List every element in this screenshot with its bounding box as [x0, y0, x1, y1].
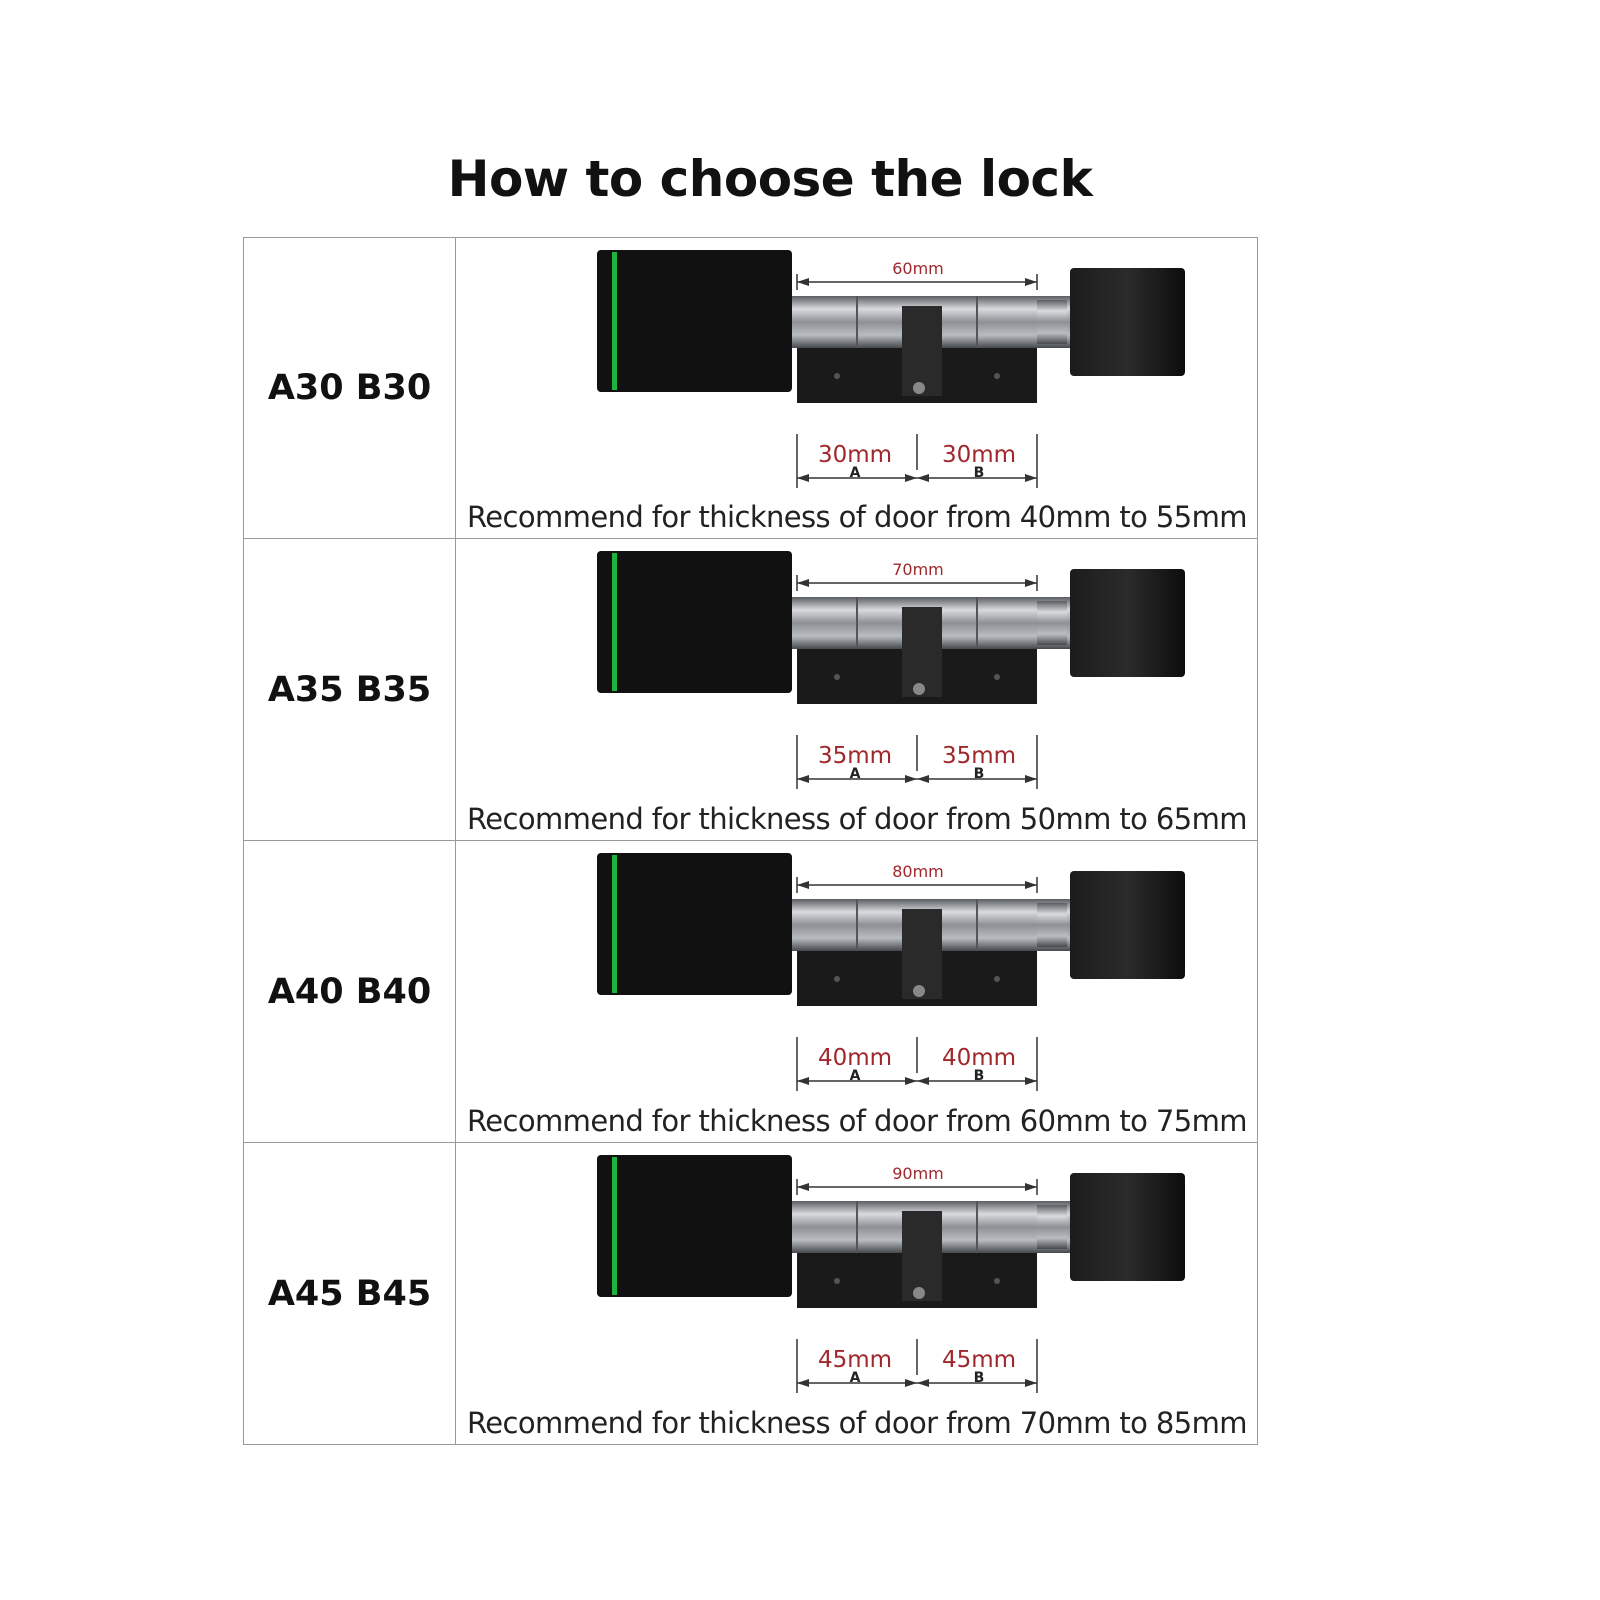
size-label: A45 B45 [267, 1273, 432, 1314]
cam [902, 1211, 942, 1301]
a-side-letter: A [849, 1068, 861, 1084]
green-led-ring [612, 252, 617, 390]
lock-size-row [243, 1143, 1258, 1445]
a-side-letter: A [849, 1370, 861, 1386]
lock-size-table [243, 237, 1258, 1445]
a-side-letter: A [849, 766, 861, 782]
b-side-letter: B [973, 1068, 985, 1084]
column-divider [455, 238, 456, 538]
smart-lock-head [597, 853, 792, 995]
b-side-letter: B [973, 766, 985, 782]
screw-hole [913, 1287, 925, 1299]
a-side-letter: A [849, 465, 861, 481]
cam [902, 909, 942, 999]
screw-hole [913, 683, 925, 695]
lock-size-row [243, 539, 1258, 841]
b-length-label: 35mm [941, 743, 1017, 769]
column-divider [455, 539, 456, 840]
lock-cylinder-diagram [457, 841, 1257, 1142]
green-led-ring [612, 553, 617, 691]
total-length-label: 90mm [892, 1164, 944, 1183]
total-length-label: 80mm [892, 862, 944, 881]
size-label: A35 B35 [267, 669, 432, 710]
lock-size-row [243, 841, 1258, 1143]
door-thickness-recommendation: Recommend for thickness of door from 70mm to 85mm [467, 1406, 1247, 1440]
lock-cylinder-diagram [457, 238, 1257, 538]
screw-hole [913, 382, 925, 394]
size-label: A30 B30 [267, 368, 432, 408]
thumb-turn-knob [1070, 569, 1185, 677]
total-length-label: 70mm [892, 560, 944, 579]
lock-cylinder-diagram [457, 539, 1257, 840]
lock-size-row [243, 237, 1258, 539]
column-divider [455, 1143, 456, 1444]
b-length-label: 40mm [941, 1045, 1017, 1071]
thumb-turn-knob [1070, 1173, 1185, 1281]
smart-lock-head [597, 250, 792, 392]
total-length-label: 60mm [892, 259, 944, 278]
column-divider [455, 841, 456, 1142]
door-thickness-recommendation: Recommend for thickness of door from 60mm to 75mm [467, 1104, 1247, 1138]
green-led-ring [612, 1157, 617, 1295]
smart-lock-head [597, 1155, 792, 1297]
cam [902, 306, 942, 396]
a-length-label: 40mm [817, 1045, 893, 1071]
thumb-turn-knob [1070, 871, 1185, 979]
green-led-ring [612, 855, 617, 993]
door-thickness-recommendation: Recommend for thickness of door from 50mm to 65mm [467, 802, 1247, 836]
smart-lock-head [597, 551, 792, 693]
thumb-turn-knob [1070, 268, 1185, 376]
a-length-label: 45mm [817, 1347, 893, 1373]
b-length-label: 45mm [941, 1347, 1017, 1373]
size-label: A40 B40 [267, 971, 432, 1012]
b-length-label: 30mm [941, 442, 1017, 468]
b-side-letter: B [973, 465, 985, 481]
screw-hole [913, 985, 925, 997]
b-side-letter: B [973, 1370, 985, 1386]
cam [902, 607, 942, 697]
a-length-label: 35mm [817, 743, 893, 769]
a-length-label: 30mm [817, 442, 893, 468]
page-title: How to choose the lock [447, 150, 1093, 208]
lock-cylinder-diagram [457, 1143, 1257, 1444]
door-thickness-recommendation: Recommend for thickness of door from 40mm to 55mm [467, 500, 1247, 534]
